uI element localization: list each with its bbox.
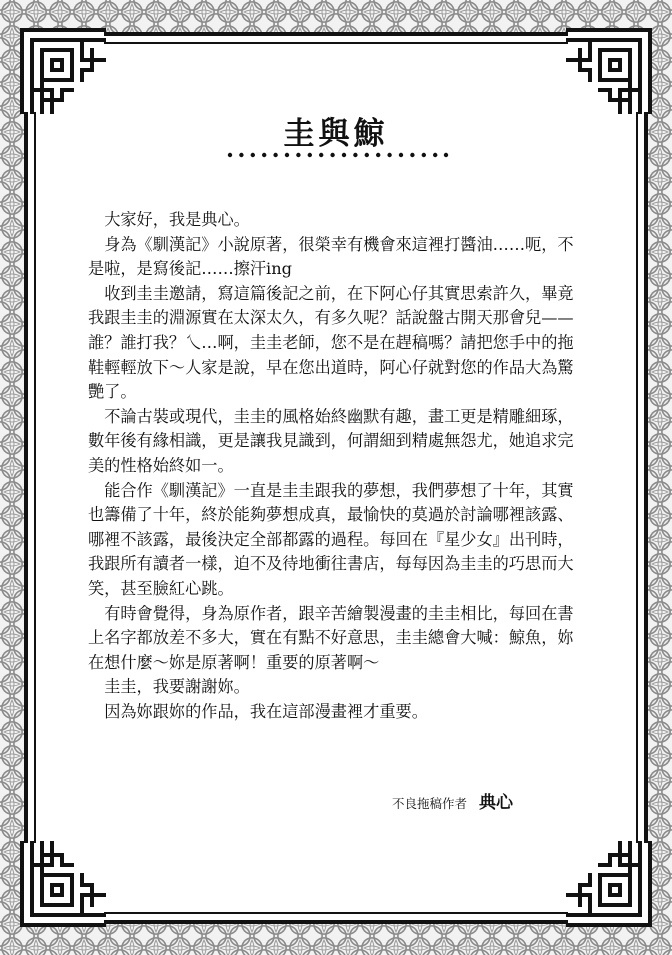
paragraph: 圭圭，我要謝謝妳。 — [104, 677, 250, 697]
paragraph: 大家好，我是典心。 — [104, 210, 250, 229]
signature-role: 不良拖稿作者 — [392, 796, 468, 811]
title-dotted-underline — [226, 150, 450, 160]
paragraph: 不論古裝或現代，圭圭的風格始終幽默有趣，畫工更是精雕細琢，數年後有緣相識，更是讓我見識到，何謂細到精處無怨尤，她追求完美的性格始終如一。 — [88, 406, 574, 475]
fret-corner-ornament — [16, 24, 108, 116]
paragraph: 能合作《馴漢記》一直是圭圭跟我的夢想，我們夢想了十年，其實也籌備了十年，終於能夠夢想成真，最愉快的莫過於討論哪裡該露、哪裡不該露，最後決定全部都露的過程。每回在『星少女』出刊時，我跟所有讀者一樣，迫不及待地衝往書店，每每因為圭圭的巧思而大笑，甚至臉紅心跳。 — [88, 480, 574, 598]
fret-corner-ornament — [564, 839, 656, 931]
paragraph: 有時會覺得，身為原作者，跟辛苦繪製漫畫的圭圭相比，每回在書上名字都放差不多大，實在有點不好意思，圭圭總會大喊：鯨魚，妳在想什麼～妳是原著啊！重要的原著啊～ — [88, 603, 574, 672]
postscript-body — [88, 208, 578, 724]
signature-name: 典心 — [479, 793, 514, 813]
fret-corner-ornament — [16, 839, 108, 931]
paragraph: 收到圭圭邀請，寫這篇後記之前，在下阿心仔其實思索許久，畢竟我跟圭圭的淵源實在太深太久，有多久呢？話說盤古開天那會兒——誰？誰打我？乀…啊，圭圭老師，您不是在趕稿嗎？請把您手中的拖鞋輕輕放下～人家是說，早在您出道時，阿心仔就對您的作品大為驚艷了。 — [88, 283, 574, 402]
page-title: 圭與鯨 — [283, 116, 389, 152]
signature — [392, 788, 592, 813]
paragraph: 因為妳跟妳的作品，我在這部漫畫裡才重要。 — [104, 701, 428, 721]
fret-corner-ornament — [564, 24, 656, 116]
paragraph: 身為《馴漢記》小說原著，很榮幸有機會來這裡打醬油……呃，不是啦，是寫後記……擦汗ing — [88, 234, 574, 279]
